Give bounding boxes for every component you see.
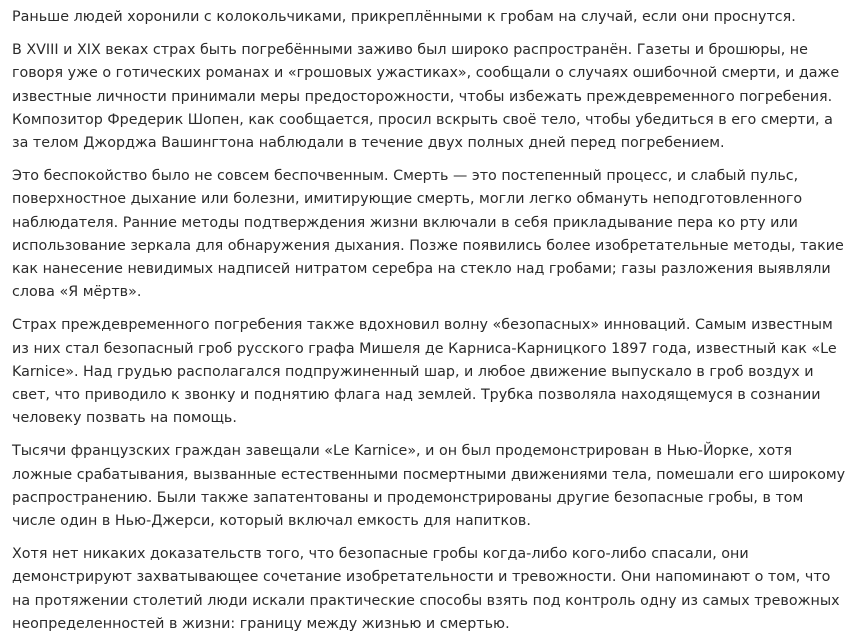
paragraph-le-karnice: Тысячи французских граждан завещали «Le Karnice», и он был продемонстрирован в Нью-Йорке, хотя ложные срабатывания, вызванные естественными посмертными движениями тела, помешали его широкому распространению. Были также запатентованы и продемонстрированы другие безопасные гробы, в том числе один в Нью-Джерси, который включал емкость для напитков.: [12, 443, 846, 530]
paragraph-conclusion: Хотя нет никаких доказательств того, что безопасные гробы когда-либо кого-либо спасали, они демонстрируют захватывающее сочетание изобретательности и тревожности. Они напоминают о том, что на протяжении столетий люди искали практические способы взять под контроль одну из самых тревожных неопределенностей в жизни: границу между жизнью и смертью.: [12, 546, 840, 632]
paragraph-intro: Раньше людей хоронили с колокольчиками, прикреплёнными к гробам на случай, если они проснутся.: [12, 9, 796, 25]
paragraph-methods: Это беспокойство было не совсем беспочвенным. Смерть — это постепенный процесс, и слабый пульс, поверхностное дыхание или болезни, имитирующие смерть, могли легко обмануть неподготовленного наблюдателя. Ранние методы подтверждения жизни включали в себя прикладывание пера ко рту или использование зеркала для обнаружения дыхания. Позже появились более изобретательные методы, такие как нанесение невидимых надписей нитратом серебра на стекло над гробами; газы разложения выявляли слова «Я мёртв».: [12, 168, 844, 301]
paragraph-history: В XVIII и XIX веках страх быть погребёнными заживо был широко распространён. Газеты и брошюры, не говоря уже о готических романах и «грошовых ужастиках», сообщали о случаях ошибочной смерти, и даже известные личности принимали меры предосторожности, чтобы избежать преждевременного погребения. Композитор Фредерик Шопен, как сообщается, просил вскрыть своё тело, чтобы убедиться в его смерти, а за телом Джорджа Вашингтона наблюдали в течение двух полных дней перед погребением.: [12, 42, 840, 152]
paragraph-safety-coffins: Страх преждевременного погребения также вдохновил волну «безопасных» инноваций. Самым известным из них стал безопасный гроб русского графа Мишеля де Карниса-Карницкого 1897 года, известный как «Le Karnice». Над грудью располагался подпружиненный шар, и любое движение выпускало в гроб воздух и свет, что приводило к звонку и поднятию флага над землей. Трубка позволяла находящемуся в сознании человеку позвать на помощь.: [12, 317, 837, 427]
